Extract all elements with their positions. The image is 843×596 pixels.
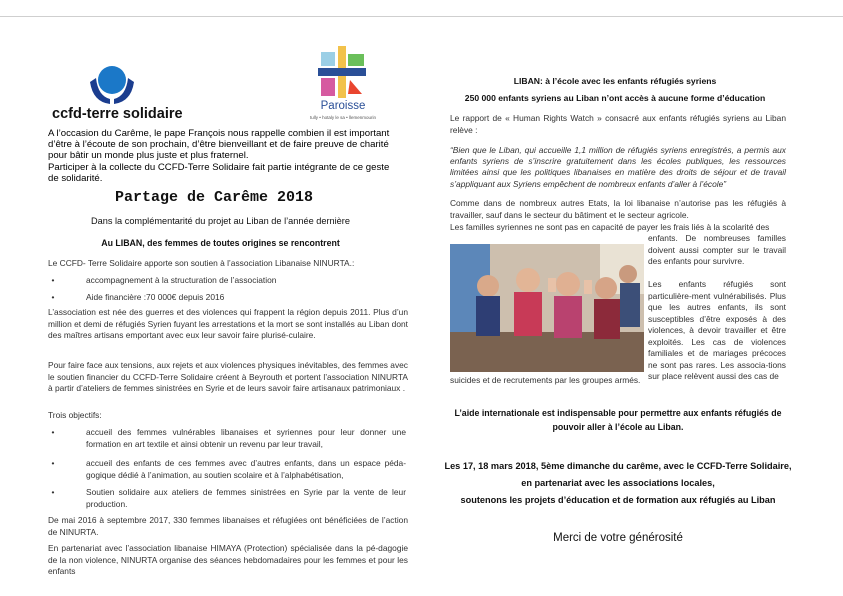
page-top-border — [0, 16, 843, 17]
objective-1-text: accueil des femmes vulnérables libanaises et syriennes pour leur donner une formation en art textile et ainsi obtenir un revenu par leur travail, — [86, 427, 406, 449]
vulnerability-paragraph: Les enfants réfugiés sont particulière-ment vulnérabilisés. Plus que les autres enfants, ils sont susceptibles d’être exposés à des violences, à devoir travailler et être exploités. Les cas de violences familiales et de mariages précoces ne sont pas rares. Les associa-tions sur place relèvent aussi des cas de — [648, 279, 786, 381]
thanks-text: Merci de votre générosité — [553, 532, 683, 544]
children-photo-image — [450, 244, 644, 372]
support-bullet-2 — [48, 292, 393, 304]
bullet-icon: • — [51, 458, 55, 468]
results-paragraph: De mai 2016 à septembre 2017, 330 femmes libanaises et réfugiées ont bénéficiées de l’action de NINURTA. — [48, 515, 408, 537]
objective-2-text: accueil des enfants de ces femmes avec d’autres enfants, dans un espace péda-gogique dédié à l’animation, au soutien scolaire et à l’alphabétisation, — [86, 458, 406, 480]
objective-1 — [48, 427, 406, 450]
tensions-paragraph: Pour faire face aux tensions, aux rejets et aux violences physiques inévitables, des femmes avec le soutien financier du CCFD-Terre Solidaire créent à Beyrouth et portent l’association NINURTA à partir d’ateliers de femmes sinistrées en Syrie et de leurs savoir faire artisanaux patrimoniaux . — [48, 360, 408, 393]
report-paragraph: Le rapport de « Human Rights Watch » consacré aux enfants réfugiés syriens au Liban relève : — [450, 113, 786, 135]
support-bullet-2-text: Aide financière :70 000€ depuis 2016 — [86, 292, 225, 302]
callout-text: L’aide internationale est indispensable pour permettre aux enfants réfugiés de pouvoir aller à l’école au Liban. — [454, 408, 782, 432]
subtitle-2: Au LIBAN, des femmes de toutes origines se rencontrent — [101, 238, 340, 248]
bullet-icon: • — [51, 275, 55, 285]
event-line-2: en partenariat avec les associations locales, — [521, 478, 715, 488]
ccfd-logo — [52, 58, 183, 128]
bullet-icon: • — [51, 487, 55, 497]
report-quote: “Bien que le Liban, qui accueille 1,1 million de réfugiés syriens enregistrés, a permis aux enfants syriens de s’inscrire gratuitement dans les écoles publiques, les ressources limitées ainsi que les politiques libanaises en matière des droits de séjour et de travail s’appliquant aux Syriens empêchent de nombreux enfants d’aller à l’école” — [450, 145, 786, 189]
fees-line: Les familles syriennes ne sont pas en capacité de payer les frais liés à la scolarité des — [450, 222, 770, 232]
intro-text-2: Participer à la collecte du CCFD-Terre Solidaire fait partie intégrante de ce geste de solidarité. — [48, 161, 390, 184]
ccfd-logo-text: ccfd-terre solidaire — [52, 106, 183, 122]
objective-2 — [48, 458, 406, 481]
parish-logo-title: Paroisse — [320, 100, 366, 112]
children-photo — [450, 244, 644, 372]
intro-paragraph — [48, 128, 393, 184]
support-bullet-1-text: accompagnement à la structuration de l’association — [86, 275, 277, 285]
event-block — [440, 458, 796, 509]
bullet-icon: • — [51, 292, 55, 302]
event-line-3: soutenons les projets d’éducation et de formation aux réfugiés au Liban — [460, 495, 776, 505]
right-subheading: 250 000 enfants syriens au Liban n’ont accès à aucune forme d’éducation — [464, 93, 766, 103]
origin-paragraph: L’association est née des guerres et des violences qui frappent la région depuis 2011. Plus d’un million et demi de réfugiés Syrien fuyant les arrestations et la mort se sont installés au Liban dont des maîtres artisans emportant avec eux leur savoir faire plurisé-culaire. — [48, 307, 408, 340]
subtitle: Dans la complémentarité du projet au Liban de l’année dernière — [91, 216, 350, 226]
objective-3-text: Soutien solidaire aux ateliers de femmes sinistrées en Syrie par la vente de leur production. — [86, 487, 406, 509]
support-bullet-1 — [48, 275, 393, 287]
intro-text: A l’occasion du Carême, le pape François nous rappelle combien il est important d’être à l’écoute de son prochain, d’être bienveillant et de faire preuve de charité pour bâtir un monde plus juste et plus fraternel. — [48, 128, 390, 162]
vulnerability-end: suicides et de recrutements par les groupes armés. — [450, 375, 641, 385]
parish-logo — [312, 44, 374, 126]
objectives-heading: Trois objectifs: — [48, 410, 102, 420]
support-paragraph: Le CCFD- Terre Solidaire apporte son soutien à l’association Libanaise NINURTA.: — [48, 258, 355, 268]
page-title: Partage de Carême 2018 — [115, 189, 314, 206]
work-paragraph: Comme dans de nombreux autres Etats, la loi libanaise n’autorise pas les réfugiés à travailler, sauf dans le secteur du bâtiment et le secteur agricole. — [450, 198, 786, 220]
parish-logo-subtitle: tully • hotaly le sa • llemenmourin — [310, 115, 376, 120]
families-paragraph: enfants. De nombreuses familles doivent aussi compter sur le travail des enfants pour survivre. — [648, 233, 786, 266]
partnership-paragraph: En partenariat avec l’association libanaise HIMAYA (Protection) spécialisée dans la pé-dagogie de la non violence, NINURTA organise des séances hebdomadaires pour les femmes et pour les enfants — [48, 543, 408, 576]
objective-3 — [48, 487, 406, 510]
right-heading: LIBAN: à l’école avec les enfants réfugiés syriens — [513, 76, 717, 86]
parish-cross-icon — [312, 44, 374, 104]
bullet-icon: • — [51, 427, 55, 437]
event-line-1: Les 17, 18 mars 2018, 5ème dimanche du carême, avec le CCFD-Terre Solidaire, — [444, 461, 792, 471]
